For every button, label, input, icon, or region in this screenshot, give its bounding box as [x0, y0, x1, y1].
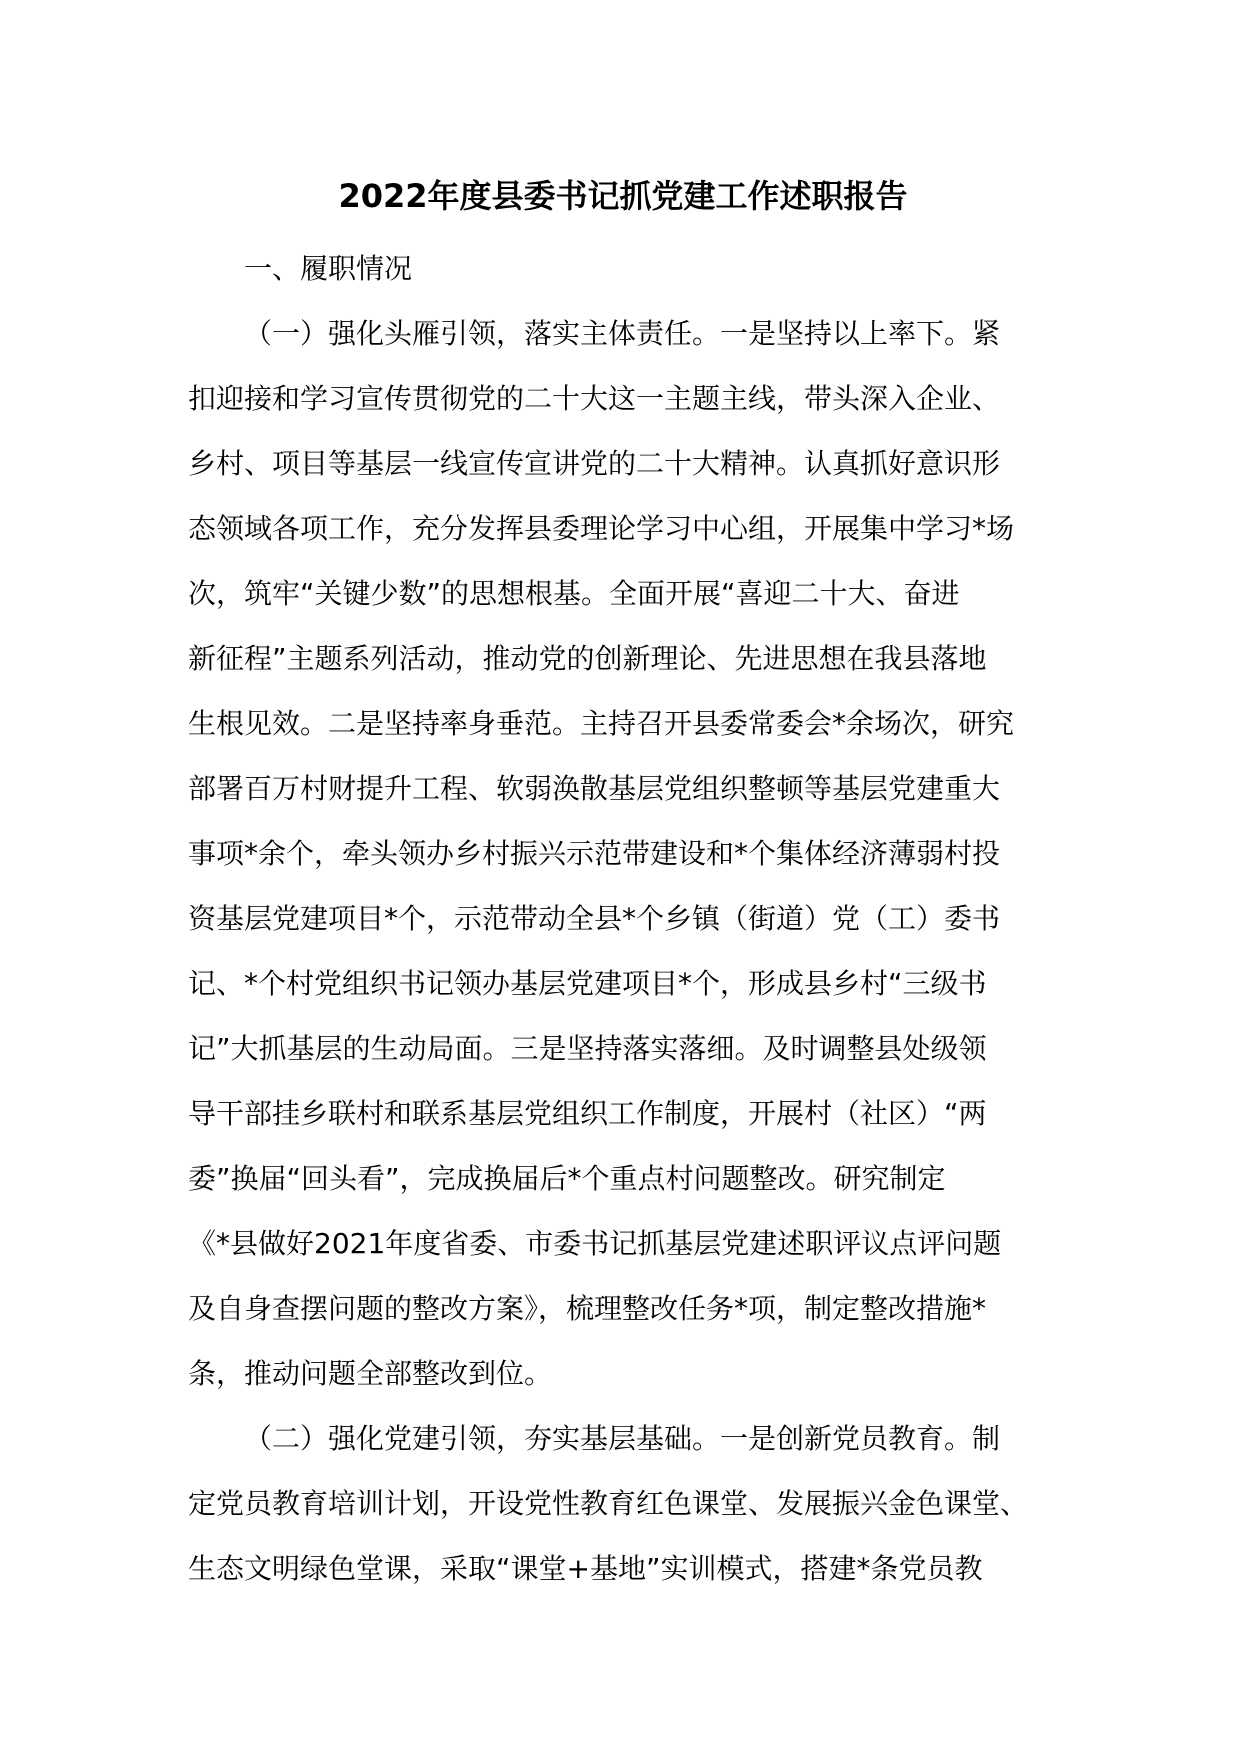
text-line: 事项*余个，牵头领办乡村振兴示范带建设和*个集体经济薄弱村投	[188, 837, 1001, 870]
text-line: 新征程”主题系列活动，推动党的创新理论、先进思想在我县落地	[188, 642, 987, 675]
text-line: 一、履职情况	[244, 252, 413, 285]
text-line: 资基层党建项目*个，示范带动全县*个乡镇（街道）党（工）委书	[188, 902, 1001, 935]
text-line: （二）强化党建引领，夯实基层基础。一是创新党员教育。制	[244, 1422, 1001, 1455]
text-line: 次，筑牢“关键少数”的思想根基。全面开展“喜迎二十大、奋进	[188, 577, 960, 610]
text-line: （一）强化头雁引领，落实主体责任。一是坚持以上率下。紧	[244, 317, 1001, 350]
text-line: 导干部挂乡联村和联系基层党组织工作制度，开展村（社区）“两	[188, 1097, 987, 1130]
text-line: 记、*个村党组织书记领办基层党建项目*个，形成县乡村“三级书	[188, 967, 987, 1000]
text-line: 委”换届“回头看”，完成换届后*个重点村问题整改。研究制定	[188, 1162, 946, 1195]
text-line: 记”大抓基层的生动局面。三是坚持落实落细。及时调整县处级领	[188, 1032, 987, 1065]
text-line: 生态文明绿色堂课，采取“课堂+基地”实训模式，搭建*条党员教	[188, 1552, 983, 1585]
text-line: 部署百万村财提升工程、软弱涣散基层党组织整顿等基层党建重大	[188, 772, 1001, 805]
text-line: 乡村、项目等基层一线宣传宣讲党的二十大精神。认真抓好意识形	[188, 447, 1001, 480]
document-body	[188, 236, 1052, 1601]
text-line: 扣迎接和学习宣传贯彻党的二十大这一主题主线，带头深入企业、	[188, 382, 1001, 415]
text-line: 定党员教育培训计划，开设党性教育红色课堂、发展振兴金色课堂、	[188, 1487, 1029, 1520]
text-line: 态领域各项工作，充分发挥县委理论学习中心组，开展集中学习*场	[188, 512, 1015, 545]
text-line: 生根见效。二是坚持率身垂范。主持召开县委常委会*余场次，研究	[188, 707, 1015, 740]
text-line: 条，推动问题全部整改到位。	[188, 1357, 553, 1390]
text-line: 及自身查摆问题的整改方案》，梳理整改任务*项，制定整改措施*	[188, 1292, 987, 1325]
document-title: 2022年度县委书记抓党建工作述职报告	[338, 177, 908, 215]
text-line: 《*县做好2021年度省委、市委书记抓基层党建述职评议点评问题	[188, 1227, 1002, 1260]
